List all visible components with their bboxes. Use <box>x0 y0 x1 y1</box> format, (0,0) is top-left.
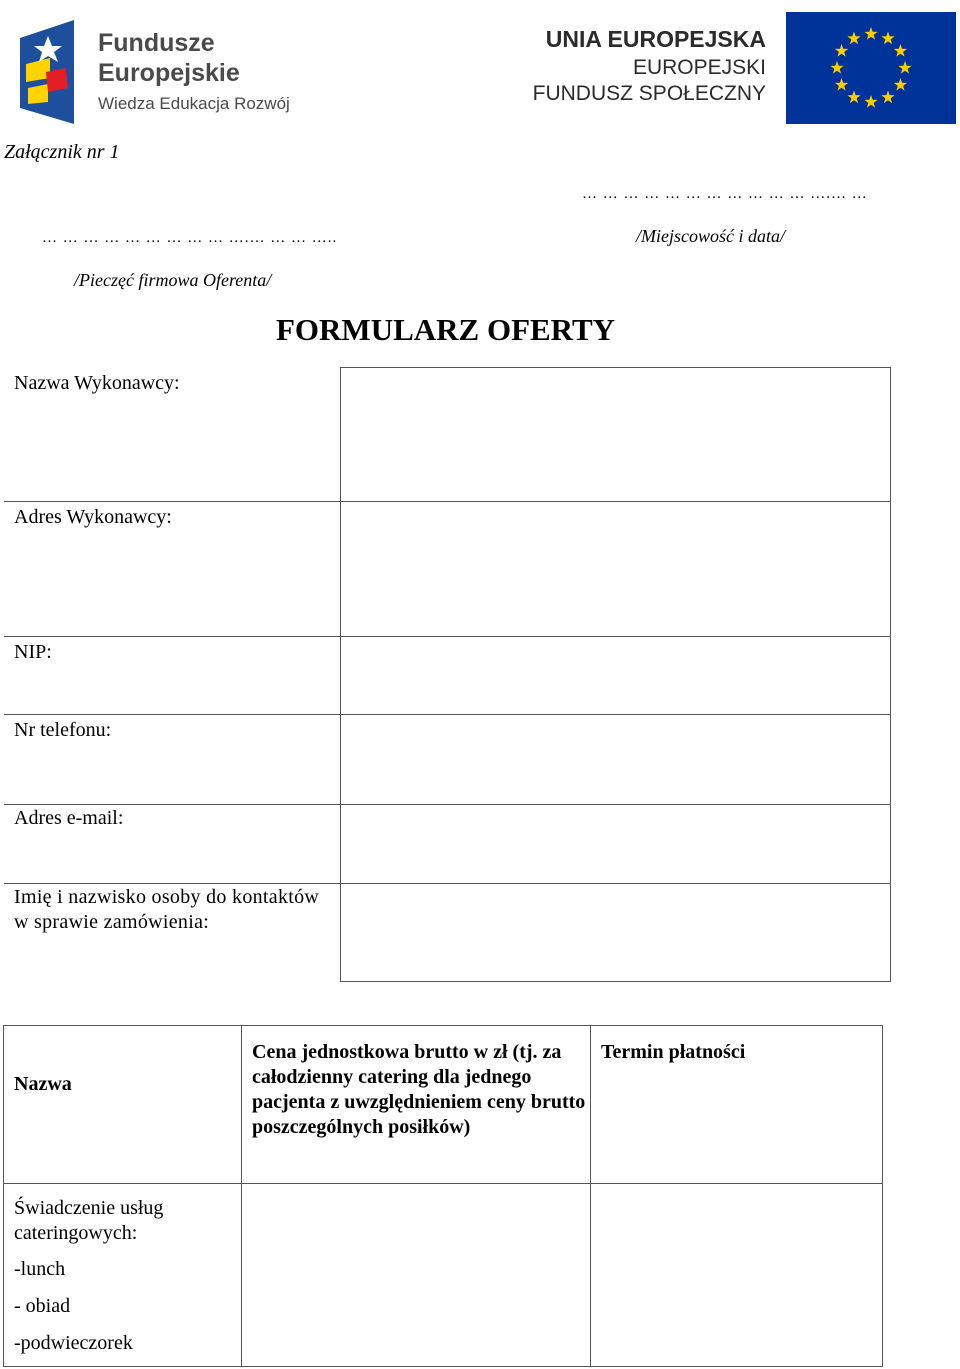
eu-flag-star <box>835 78 848 91</box>
nip-value-field[interactable] <box>341 637 890 715</box>
stamp-dots: … … … … … … … … … ….… … … ….. <box>42 230 338 246</box>
phone-value-field[interactable] <box>341 715 890 805</box>
fe-logo-line1: Fundusze <box>98 29 215 57</box>
fe-logo-red <box>46 68 68 92</box>
row-label-address: Adres Wykonawcy: <box>14 506 172 528</box>
name-value-field[interactable] <box>341 368 890 502</box>
header-payment: Termin płatności <box>601 1041 746 1063</box>
header-name: Nazwa <box>14 1073 72 1095</box>
eu-flag-star <box>894 44 907 57</box>
contact-value-field[interactable] <box>341 884 890 980</box>
eu-logo-line2: EUROPEJSKI <box>632 56 766 79</box>
row-label-contact: Imię i nazwisko osoby do kontaktów w sprawie zamówienia: <box>14 886 320 933</box>
eu-flag-star <box>881 90 894 103</box>
payment-value-field[interactable] <box>591 1184 882 1366</box>
stamp-label: /Pieczęć firmowa Oferenta/ <box>74 270 272 290</box>
header-price: Cena jednostkowa brutto w zł (tj. za całodzienny catering dla jednego pacjenta z uwzględnieniem ceny brutto poszczególnych posiłków) <box>252 1041 586 1138</box>
eu-flag <box>786 12 956 124</box>
place-date-dots: … … … … … … … … … … … ….… … <box>582 186 868 202</box>
eu-flag-star <box>864 27 877 40</box>
address-value-field[interactable] <box>341 502 890 637</box>
annex-label: Załącznik nr 1 <box>4 141 120 163</box>
header-cell-name <box>4 1026 242 1184</box>
service-title: Świadczenie usług cateringowych: <box>14 1197 164 1244</box>
eu-logo-line3: FUNDUSZ SPOŁECZNY <box>532 82 766 105</box>
row-label-phone: Nr telefonu: <box>14 719 112 741</box>
header-cell-price <box>242 1026 591 1184</box>
eu-flag-star <box>847 32 860 45</box>
fe-logo-line2: Europejskie <box>98 59 240 87</box>
eu-flag-star <box>830 61 843 74</box>
eu-flag-star <box>835 44 848 57</box>
eu-flag-star <box>894 78 907 91</box>
row-label-nip: NIP: <box>14 641 52 663</box>
eu-flag-star <box>847 90 860 103</box>
header-cell-payment <box>591 1026 882 1184</box>
row-label-email: Adres e-mail: <box>14 807 124 829</box>
form-title: FORMULARZ OFERTY <box>276 312 616 347</box>
contractor-table <box>4 367 890 981</box>
fe-logo-line3: Wiedza Edukacja Rozwój <box>98 94 290 113</box>
eu-flag-star <box>881 32 894 45</box>
value-column <box>340 367 891 982</box>
email-value-field[interactable] <box>341 805 890 884</box>
service-cell <box>4 1184 242 1366</box>
service-item-lunch: -lunch <box>14 1258 66 1280</box>
row-label-name: Nazwa Wykonawcy: <box>14 372 180 394</box>
eu-flag-star <box>898 61 911 74</box>
offer-table <box>3 1025 883 1367</box>
eu-logo-line1: UNIA EUROPEJSKA <box>545 26 766 52</box>
service-item-podwieczorek: -podwieczorek <box>14 1332 133 1354</box>
place-date-label: /Miejscowość i data/ <box>636 226 785 246</box>
price-value-field[interactable] <box>242 1184 591 1366</box>
fundusze-europejskie-logo <box>18 16 98 128</box>
service-item-obiad: - obiad <box>14 1295 71 1317</box>
eu-flag-star <box>864 95 877 108</box>
